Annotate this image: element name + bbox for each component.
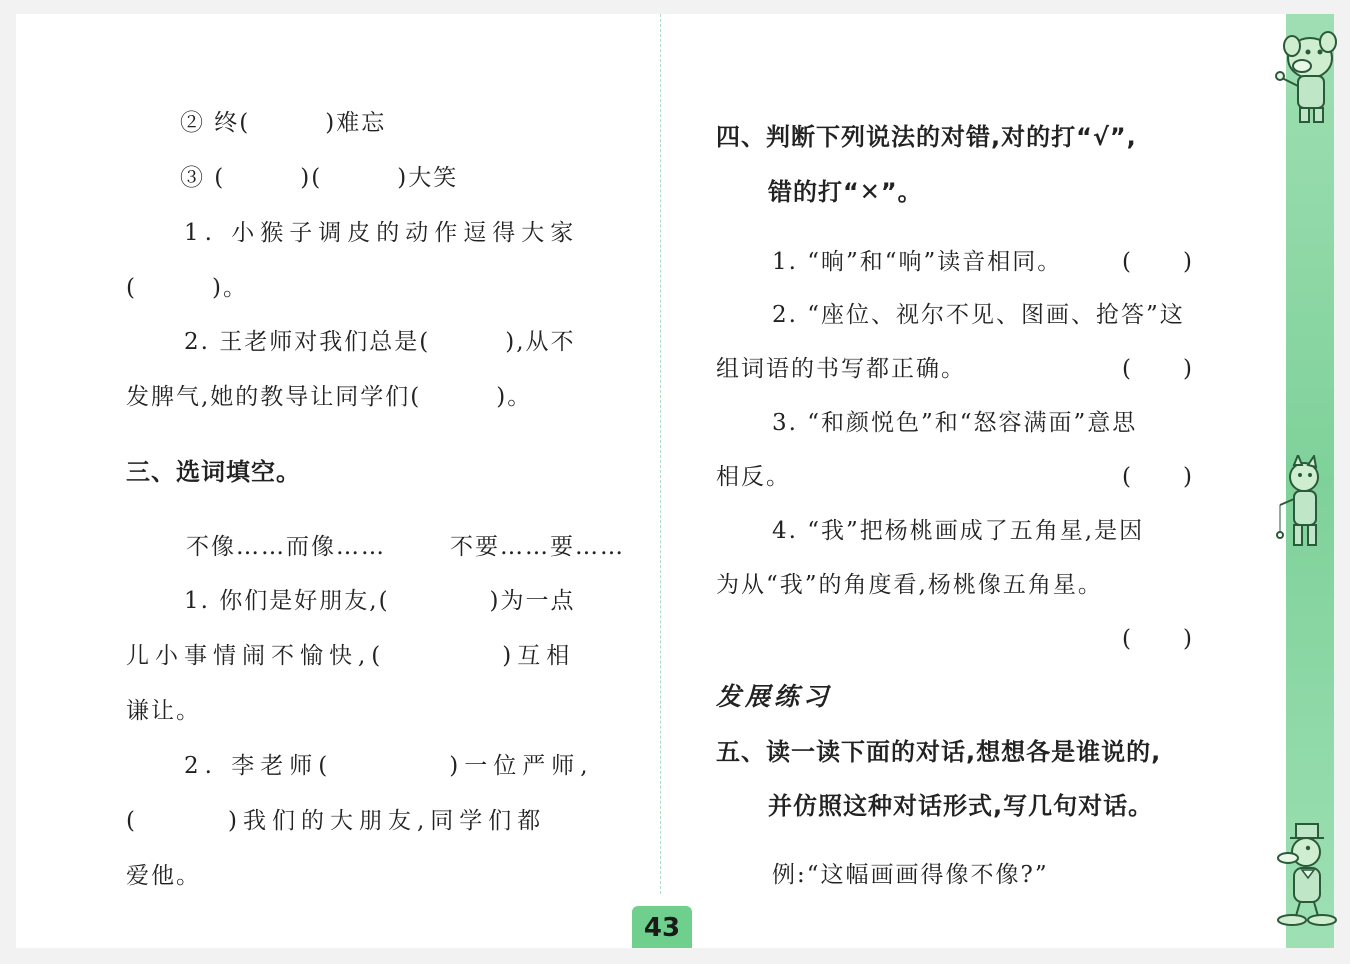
r1-answer-paren: ( ) [1122,249,1194,275]
development-practice-title: 发展练习 [716,682,833,711]
section5-line1: 五、读一读下面的对话,想想各是谁说的, [716,738,1162,766]
r1-text: 1. “晌”和“响”读音相同。 [772,249,1063,275]
s3q1-line1: 1. 你们是好朋友,( )为一点 [184,588,576,614]
r4-line1: 4. “我”把杨桃画成了五角星,是因 [772,518,1145,544]
q2-line1: 2. 王老师对我们总是( ),从不 [184,329,576,355]
s3q1-line2: 儿小事情闹不愉快,( )互相 [126,643,576,669]
option-a: 不像……而像…… [186,534,386,560]
item-3: ③ ( )( )大笑 [180,165,459,191]
s3q2-line1: 2. 李老师( )一位严师, [184,753,594,779]
s3q2-line2: ( )我们的大朋友,同学们都 [126,808,547,834]
pig-mascot-icon [1262,18,1340,130]
section4-title-line2: 错的打“✕”。 [768,178,923,206]
example-line: 例:“这幅画画得像不像?” [772,862,1049,888]
q1-line1: 1. 小猴子调皮的动作逗得大家 [184,220,580,246]
r4-line2: 为从“我”的角度看,杨桃像五角星。 [716,572,1103,598]
page-fold-line [660,14,661,894]
section5-line2: 并仿照这种对话形式,写几句对话。 [768,792,1154,820]
r2-line1: 2. “座位、视尔不见、图画、抢答”这 [772,302,1185,328]
option-b: 不要……要…… [450,534,625,560]
r2-line2: 组词语的书写都正确。 [716,356,966,382]
section4-title-line1: 四、判断下列说法的对错,对的打“√”, [716,123,1137,151]
item-2: ② 终( )难忘 [180,110,387,136]
q2-line2: 发脾气,她的教导让同学们( )。 [126,384,533,410]
r3-line1: 3. “和颜悦色”和“怒容满面”意思 [772,410,1138,436]
q1-line2: ( )。 [126,275,248,301]
r3-line2: 相反。 [716,464,791,490]
r4-answer-paren: ( ) [1122,626,1194,652]
fox-yoyo-mascot-icon [1266,455,1340,555]
duck-mascot-icon [1266,820,1340,930]
section3-title: 三、选词填空。 [126,458,301,486]
r3-answer-paren: ( ) [1122,464,1194,490]
r2-answer-paren: ( ) [1122,356,1194,382]
page-number: 43 [632,906,692,948]
s3q1-line3: 谦让。 [126,698,201,724]
s3q2-line3: 爱他。 [126,863,201,889]
